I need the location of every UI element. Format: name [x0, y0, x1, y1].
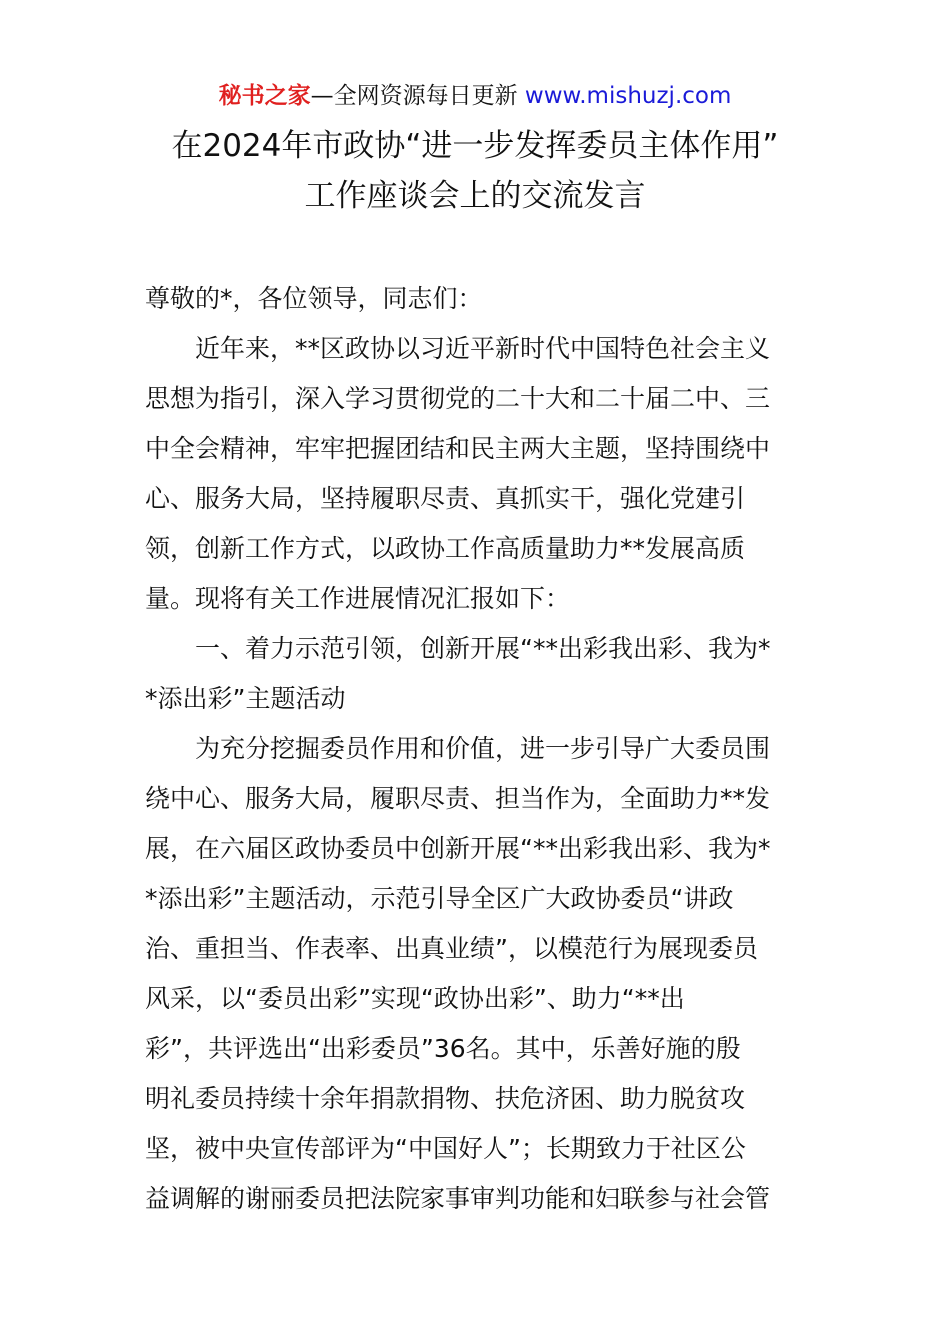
body-line: 量。现将有关工作进展情况汇报如下：: [145, 584, 571, 613]
site-header: [0, 80, 950, 112]
body-line: 思想为指引，深入学习贯彻党的二十大和二十届二中、三: [145, 384, 771, 413]
brand-name: 秘书之家: [218, 83, 311, 109]
body-line: 领，创新工作方式，以政协工作高质量助力**发展高质: [145, 534, 746, 563]
body-line: 风采，以“委员出彩”实现“政协出彩”、助力“**出: [145, 984, 685, 1013]
body-line: 坚，被中央宣传部评为“中国好人”；长期致力于社区公: [145, 1134, 746, 1163]
document-title-line-1: 在2024年市政协“进一步发挥委员主体作用”: [171, 128, 779, 164]
body-line: 明礼委员持续十余年捐款捐物、扶危济困、助力脱贫攻: [145, 1084, 746, 1113]
body-line: 益调解的谢丽委员把法院家事审判功能和妇联参与社会管: [145, 1184, 771, 1213]
section-heading-line: *添出彩”主题活动: [145, 684, 346, 713]
header-tagline: —全网资源每日更新: [310, 83, 525, 109]
document-title-line-2: 工作座谈会上的交流发言: [304, 178, 646, 214]
section-heading-line: 一、着力示范引领，创新开展“**出彩我出彩、我为*: [195, 634, 771, 663]
body-line: 绕中心、服务大局，履职尽责、担当作为，全面助力**发: [145, 784, 771, 813]
body-line: 展，在六届区政协委员中创新开展“**出彩我出彩、我为*: [145, 834, 771, 863]
body-line: 中全会精神，牢牢把握团结和民主两大主题，坚持围绕中: [145, 434, 771, 463]
body-line: 心、服务大局，坚持履职尽责、真抓实干，强化党建引: [145, 484, 746, 513]
body-line: 治、重担当、作表率、出真业绩”，以模范行为展现委员: [145, 934, 758, 963]
body-line: 为充分挖掘委员作用和价值，进一步引导广大委员围: [195, 734, 771, 763]
body-line: 近年来，**区政协以习近平新时代中国特色社会主义: [195, 334, 771, 363]
document-body: [145, 274, 810, 1224]
site-url-link[interactable]: www.mishuzj.com: [524, 83, 732, 109]
salutation-line: 尊敬的*，各位领导，同志们：: [145, 284, 483, 313]
body-line: *添出彩”主题活动，示范引导全区广大政协委员“讲政: [145, 884, 734, 913]
body-line: 彩”，共评选出“出彩委员”36名。其中，乐善好施的殷: [145, 1034, 741, 1063]
